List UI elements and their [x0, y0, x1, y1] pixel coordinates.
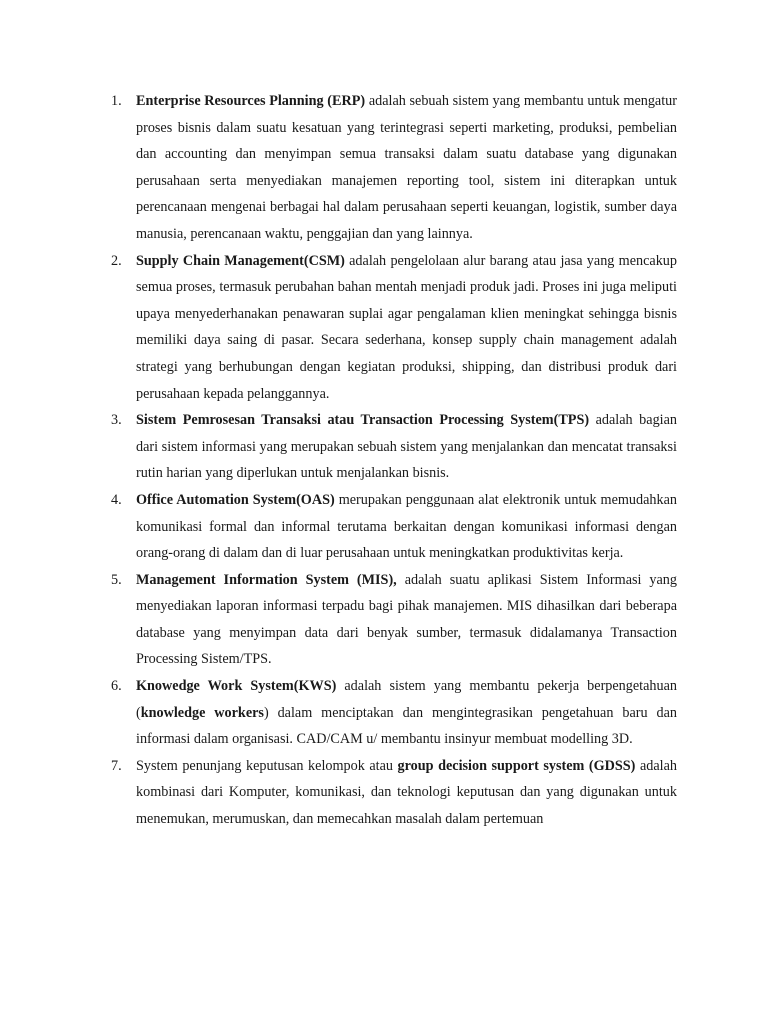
term-csm: Supply Chain Management(CSM)	[136, 252, 345, 269]
term-oas: Office Automation System(OAS)	[136, 491, 335, 508]
description-kws-continued: ) dalam menciptakan dan mengintegrasikan pengetahuan baru dan informasi dalam organisasi. CAD/CAM u/ membantu insinyur membuat modelling 3D.	[136, 704, 677, 748]
term-kws: Knowedge Work System(KWS)	[136, 678, 337, 695]
term-erp: Enterprise Resources Planning (ERP)	[136, 93, 366, 109]
description-tps: adalah bagian dari sistem informasi yang merupakan sebuah sistem yang menjalankan dan mencatat transaksi rutin harian yang diperlukan untuk menjalankan bisnis.	[136, 412, 678, 482]
list-item-gdss	[0, 753, 768, 833]
list-number: 2.	[111, 252, 122, 269]
list-item-csm	[0, 248, 768, 408]
description-oas: merupakan penggunaan alat elektronik untuk memudahkan komunikasi formal dan informal terutama berkaitan dengan komunikasi informasi dengan orang-orang di dalam dan di luar perusahaan untuk meningkatkan produktivitas kerja.	[136, 491, 677, 562]
list-number: 7.	[111, 757, 122, 774]
description-kws: adalah sistem yang membantu pekerja berpengetahuan (	[136, 678, 677, 721]
term-gdss: group decision support system (GDSS)	[397, 757, 636, 774]
list-item-kws	[0, 673, 768, 753]
description-mis: adalah suatu aplikasi Sistem Informasi yang menyediakan laporan informasi terpadu bagi pihak manajemen. MIS dihasilkan dari beberapa database yang menyimpan data dari benyak sumber, termasuk didalamanya Transaction Processing Sistem/TPS.	[136, 571, 677, 668]
list-item-oas	[0, 487, 768, 567]
description-erp: adalah sebuah sistem yang membantu untuk mengatur proses bisnis dalam suatu kesatuan yang terintegrasi seperti marketing, produksi, pembelian dan accounting dan menyimpan semua transaksi dalam suatu database yang digunakan perusahaan serta menyediakan manajemen reporting tool, sistem ini diterapkan untuk perencanaan mengenai berbagai hal dalam perusahaan seperti keuangan, logistik, sumber daya manusia, perencanaan waktu, penggajian dan yang lainnya.	[136, 93, 677, 242]
intro-gdss: System penunjang keputusan kelompok atau	[136, 757, 398, 774]
list-item-erp	[0, 88, 768, 248]
list-number: 3.	[111, 412, 122, 429]
list-item-mis	[0, 567, 768, 673]
list-number: 5.	[111, 571, 122, 588]
list-number: 1.	[111, 93, 122, 109]
list-number: 4.	[111, 491, 122, 508]
description-csm: adalah pengelolaan alur barang atau jasa yang mencakup semua proses, termasuk perubahan bahan mentah menjadi produk jadi. Proses ini juga meliputi upaya menyederhanakan penawaran suplai agar pengalaman klien meningkat sehingga bisnis memiliki daya saing di pasar. Secara sederhana, konsep supply chain management adalah strategi yang berhubungan dengan kegiatan produksi, shipping, dan distribusi produk dari perusahaan kepada pelanggannya.	[136, 252, 677, 402]
term-knowledge-workers: knowledge workers	[140, 704, 264, 721]
list-item-tps	[0, 407, 768, 487]
list-number: 6.	[111, 678, 122, 695]
description-gdss: adalah kombinasi dari Komputer, komunikasi, dan teknologi keputusan dan yang digunakan untuk menemukan, merumuskan, dan memecahkan masalah dalam pertemuan	[136, 757, 677, 828]
definition-list	[0, 88, 768, 833]
term-tps: Sistem Pemrosesan Transaksi atau Transaction Processing System(TPS)	[136, 412, 590, 429]
term-mis: Management Information System (MIS),	[136, 571, 397, 588]
